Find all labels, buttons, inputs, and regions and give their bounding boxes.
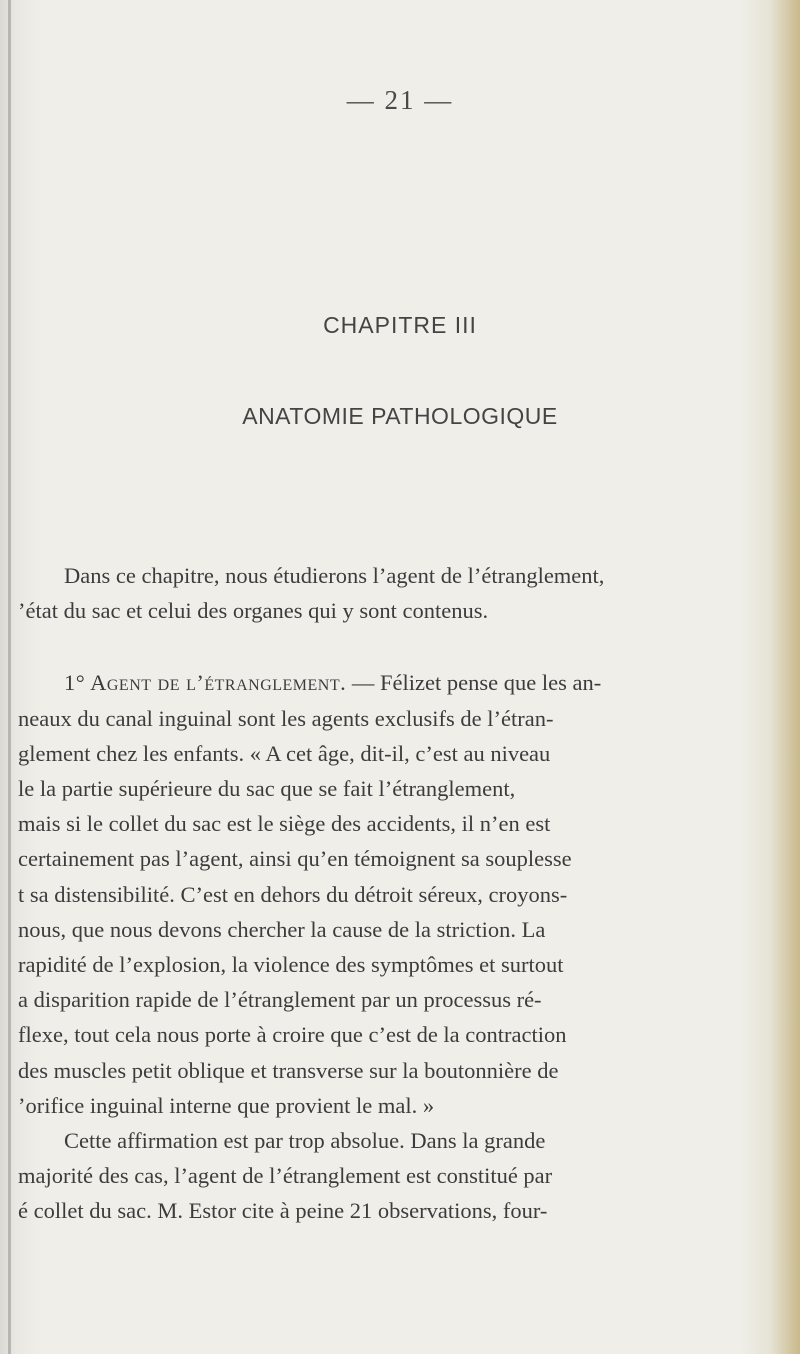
page-number: — 21 — <box>346 85 454 115</box>
text-line: rapidité de l’explosion, la violence des symptômes et surtout <box>18 952 564 978</box>
chapter-heading: CHAPITRE III <box>323 312 477 338</box>
text-line: le la partie supérieure du sac que se fait l’étranglement, <box>18 776 516 802</box>
text-line: glement chez les enfants. « A cet âge, dit-il, c’est au niveau <box>18 740 551 766</box>
text-line <box>18 665 763 700</box>
body-text <box>18 558 763 1229</box>
text-line: mais si le collet du sac est le siège des accidents, il n’en est <box>18 811 551 837</box>
text-line: neaux du canal inguinal sont les agents exclusifs de l’étran- <box>18 705 554 731</box>
text-line: certainement pas l’agent, ainsi qu’en témoignent sa souplesse <box>18 846 572 872</box>
text-line: flexe, tout cela nous porte à croire que c’est de la contraction <box>18 1022 567 1048</box>
paragraph-agent <box>18 665 763 1123</box>
paragraph-intro <box>18 558 763 628</box>
text-line: majorité des cas, l’agent de l’étranglement est constitué par <box>18 1163 553 1189</box>
subsection-lead: 1° Agent de l’étranglement. <box>64 670 347 696</box>
section-title: ANATOMIE PATHOLOGIQUE <box>242 403 558 429</box>
text-line: Cette affirmation est par trop absolue. Dans la grande <box>64 1128 546 1154</box>
text-line: nous, que nous devons chercher la cause de la striction. La <box>18 916 546 942</box>
text-line: Dans ce chapitre, nous étudierons l’agent de l’étranglement, <box>64 563 605 588</box>
text-line: des muscles petit oblique et transverse sur la boutonnière de <box>18 1057 559 1083</box>
page-binding-shadow <box>8 0 11 1354</box>
text-fragment: — Félizet pense que les an- <box>346 670 602 696</box>
text-line: t sa distensibilité. C’est en dehors du détroit séreux, croyons- <box>18 881 568 907</box>
text-line: a disparition rapide de l’étranglement par un processus ré- <box>18 987 542 1013</box>
text-line: é collet du sac. M. Estor cite à peine 21 observations, four- <box>18 1198 548 1224</box>
paragraph-conclusion <box>18 1123 763 1229</box>
text-line: ’état du sac et celui des organes qui y sont contenus. <box>18 598 489 624</box>
text-line: ’orifice inguinal interne que provient le mal. » <box>18 1092 435 1118</box>
